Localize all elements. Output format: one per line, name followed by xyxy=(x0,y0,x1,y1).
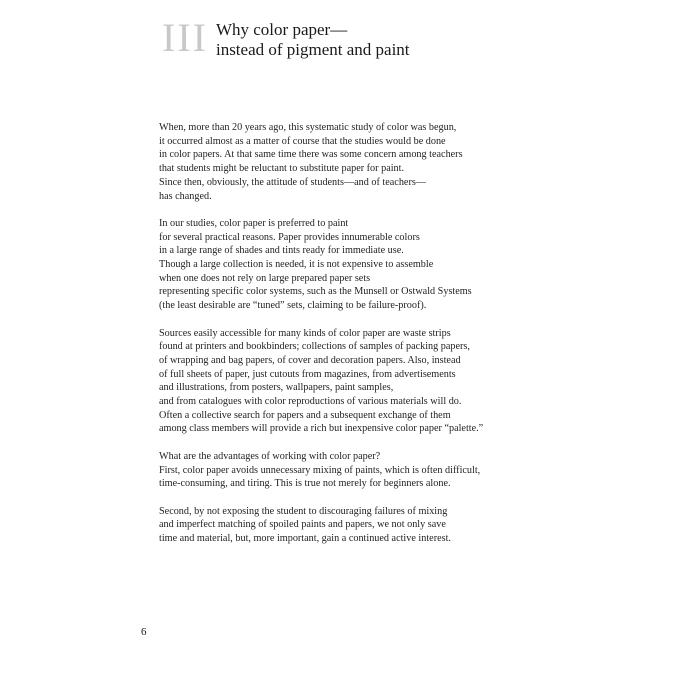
text-line: and illustrations, from posters, wallpapers, paint samples, xyxy=(159,382,394,394)
chapter-title-line: instead of pigment and paint xyxy=(215,40,410,59)
paragraph xyxy=(159,450,579,491)
text-line: First, color paper avoids unnecessary mixing of paints, which is often difficult, xyxy=(159,464,481,476)
chapter-title-line: Why color paper— xyxy=(215,20,348,39)
text-line: and from catalogues with color reproductions of various materials will do. xyxy=(159,396,462,408)
text-line: in a large range of shades and tints ready for immediate use. xyxy=(159,245,404,257)
text-line: Since then, obviously, the attitude of students—and of teachers— xyxy=(159,176,426,188)
text-line: representing specific color systems, such as the Munsell or Ostwald Systems xyxy=(159,286,472,298)
text-line: when one does not rely on large prepared paper sets xyxy=(159,272,371,284)
text-line: Though a large collection is needed, it is not expensive to assemble xyxy=(159,259,434,271)
paragraph xyxy=(159,217,579,313)
text-line: In our studies, color paper is preferred to paint xyxy=(159,217,349,229)
text-line: (the least desirable are “tuned” sets, claiming to be failure-proof). xyxy=(159,300,427,312)
text-line: found at printers and bookbinders; collections of samples of packing papers, xyxy=(159,341,470,353)
paragraph xyxy=(159,121,579,203)
text-line: and imperfect matching of spoiled paints and papers, we not only save xyxy=(159,519,446,531)
text-line: of full sheets of paper, just cutouts from magazines, from advertisements xyxy=(159,368,456,380)
text-line: of wrapping and bag papers, of cover and decoration papers. Also, instead xyxy=(159,354,461,366)
text-line: time and material, but, more important, gain a continued active interest. xyxy=(159,533,451,545)
text-line: for several practical reasons. Paper provides innumerable colors xyxy=(159,231,420,243)
chapter-numeral: III xyxy=(162,15,208,60)
text-line: that students might be reluctant to substitute paper for paint. xyxy=(159,163,405,175)
text-line: has changed. xyxy=(159,190,212,202)
text-line: it occurred almost as a matter of course that the studies would be done xyxy=(159,135,446,147)
text-line: Sources easily accessible for many kinds of color paper are waste strips xyxy=(159,327,451,339)
paragraph xyxy=(159,505,579,546)
text-line: What are the advantages of working with color paper? xyxy=(159,450,381,462)
chapter-title xyxy=(216,18,410,60)
paragraph xyxy=(159,327,579,437)
text-line: time-consuming, and tiring. This is true not merely for beginners alone. xyxy=(159,478,451,490)
text-line: When, more than 20 years ago, this systematic study of color was begun, xyxy=(159,122,457,133)
text-line: Second, by not exposing the student to discouraging failures of mixing xyxy=(159,505,448,517)
text-line: in color papers. At that same time there was some concern among teachers xyxy=(159,149,463,161)
text-line: among class members will provide a rich but inexpensive color paper “palette.” xyxy=(159,423,484,435)
page-number: 6 xyxy=(141,626,147,638)
text-line: Often a collective search for papers and a subsequent exchange of them xyxy=(159,409,451,421)
body-text xyxy=(159,121,579,559)
chapter-header xyxy=(162,15,410,60)
